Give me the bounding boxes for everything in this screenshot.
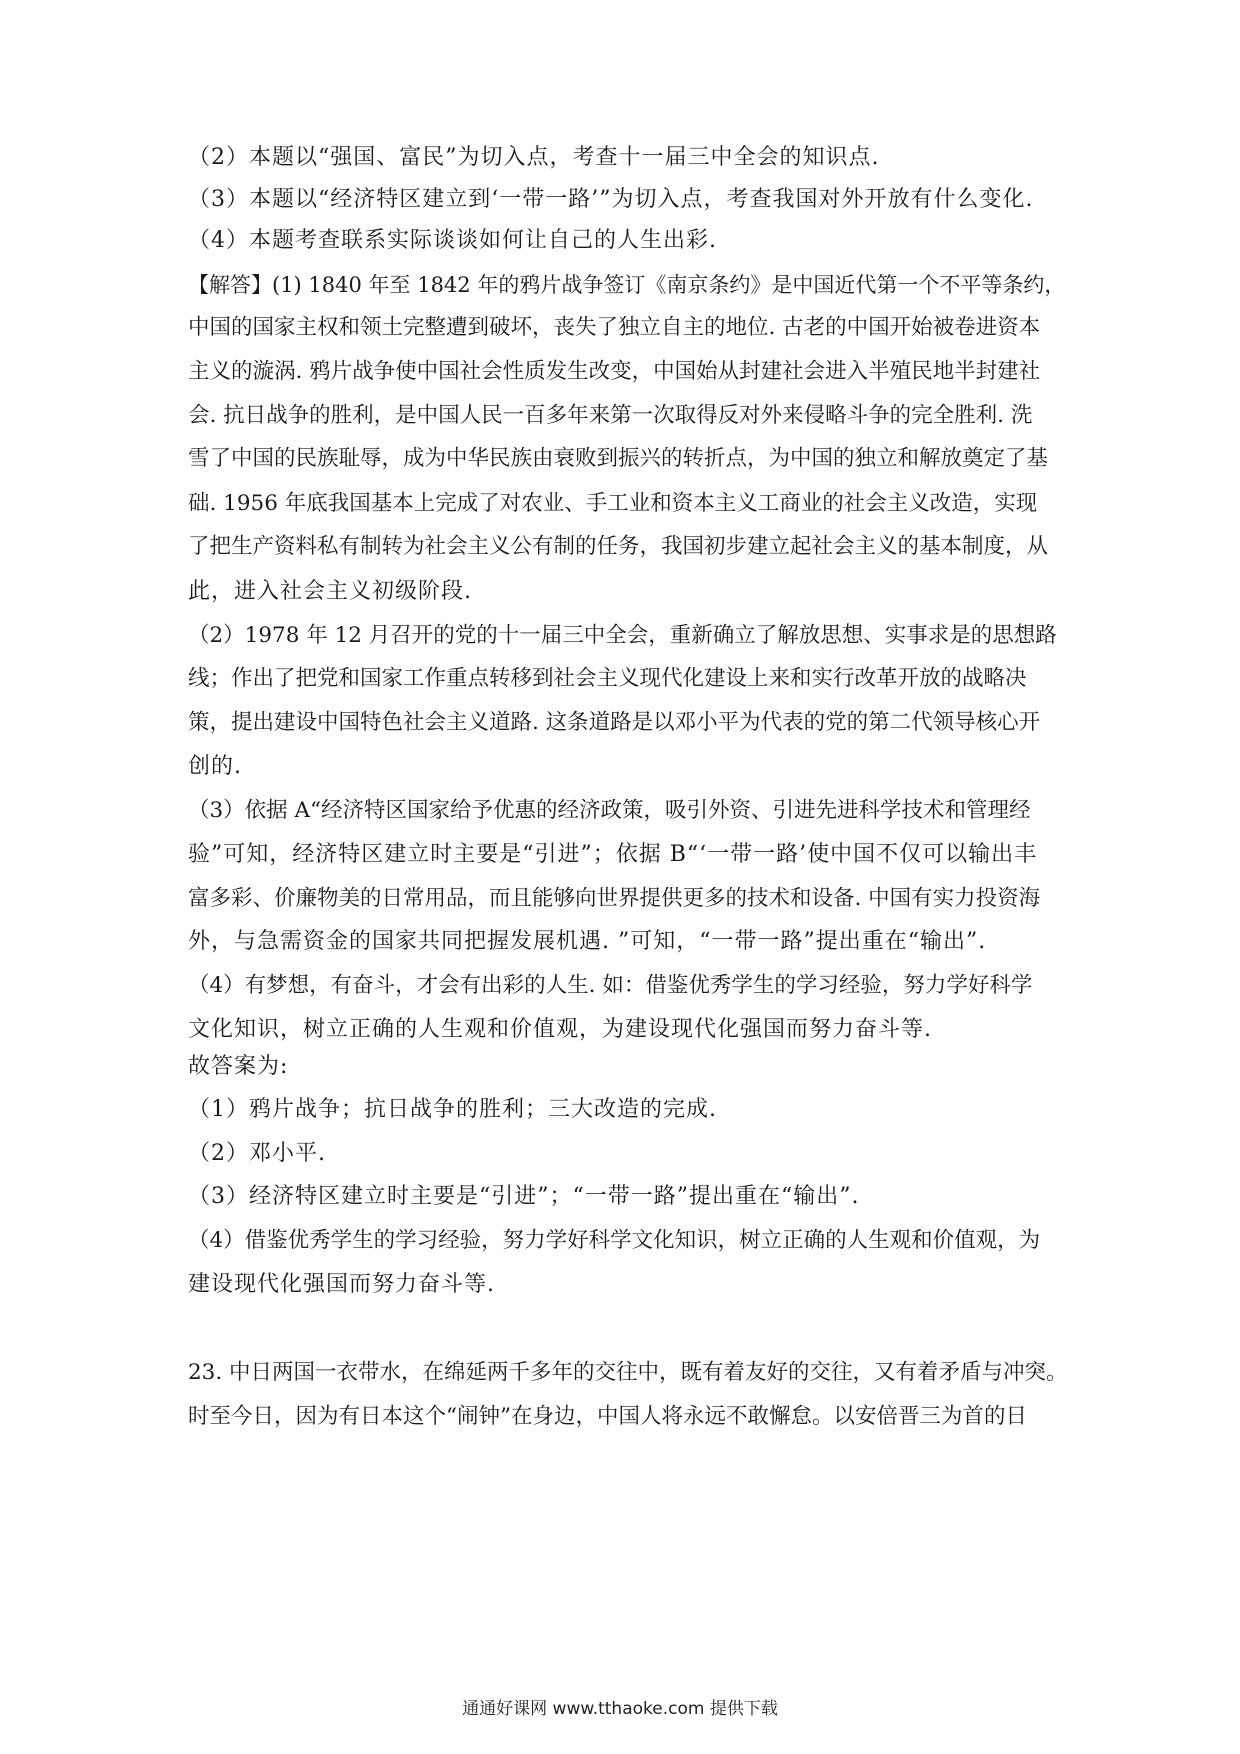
analysis-line-3: （3）本题以“经济特区建立到‘一带一路’”为切入点，考查我国对外开放有什么变化. [188,187,1034,212]
answer-line: 础. 1956 年底我国基本上完成了对农业、手工业和资本主义工商业的社会主义改造，实现 [188,491,1038,516]
answer-line: 【解答】(1) 1840 年至 1842 年的鸦片战争签订《南京条约》是中国近代第一个不平等条约， [188,273,1066,297]
answer-line: 富多彩、价廉物美的日常用品，而且能够向世界提供更多的技术和设备. 中国有实力投资海 [188,886,1041,911]
answer-line: 文化知识，树立正确的人生观和价值观，为建设现代化强国而努力奋斗等. [188,1017,932,1042]
answer-line: 了把生产资料私有制转为社会主义公有制的任务，我国初步建立起社会主义的基本制度，从 [188,534,1049,559]
page-footer: 通通好课网 www.tthaoke.com 提供下载 [462,1699,778,1719]
answer-line: 中国的国家主权和领土完整遭到破坏，丧失了独立自主的地位. 古老的中国开始被卷进资本 [188,315,1041,340]
answer-line: 线；作出了把党和国家工作重点转移到社会主义现代化建设上来和实行改革开放的战略决 [188,666,1027,691]
analysis-line-4: （4）本题考查联系实际谈谈如何让自己的人生出彩. [188,228,717,253]
answer-line: 此，进入社会主义初级阶段. [188,579,472,604]
final-answer-line: （2）邓小平. [188,1141,326,1166]
answer-line: （2）1978 年 12 月召开的党的十一届三中全会，重新确立了解放思想、实事求是的思想路 [188,623,1057,648]
answer-line: 会. 抗日战争的胜利，是中国人民一百多年来第一次取得反对外来侵略斗争的完全胜利. 洗 [188,403,1033,428]
answer-line: （4）有梦想，有奋斗，才会有出彩的人生. 如：借鉴优秀学生的学习经验，努力学好科学 [188,973,1033,998]
final-answer-line: 建设现代化强国而努力奋斗等. [188,1272,495,1297]
answer-line: 主义的漩涡. 鸦片战争使中国社会性质发生改变，中国始从封建社会进入半殖民地半封建社 [188,359,1041,384]
answer-line: （3）依据 A“经济特区国家给予优惠的经济政策，吸引外资、引进先进科学技术和管理经 [188,798,1031,823]
answer-line: 创的. [188,754,242,779]
analysis-line-2: （2）本题以“强国、富民”为切入点，考查十一届三中全会的知识点. [188,145,880,170]
final-answer-heading: 故答案为: [188,1054,289,1079]
final-answer-line: （4）借鉴优秀学生的学习经验，努力学好科学文化知识，树立正确的人生观和价值观，为 [188,1228,1041,1253]
answer-line: 外，与急需资金的国家共同把握发展机遇. ”可知，“一带一路”提出重在“输出”. [188,929,987,954]
final-answer-line: （3）经济特区建立时主要是“引进”；“一带一路”提出重在“输出”. [188,1184,860,1209]
final-answer-line: （1）鸦片战争；抗日战争的胜利；三大改造的完成. [188,1097,717,1122]
question-23-line: 时至今日，因为有日本这个“闹钟”在身边，中国人将永远不敢懈怠。以安倍晋三为首的日 [188,1404,1027,1429]
answer-line: 雪了中国的民族耻辱，成为中华民族由衰败到振兴的转折点，为中国的独立和解放奠定了基 [188,446,1049,471]
answer-line: 验”可知，经济特区建立时主要是“引进”；依据 B“‘一带一路’使中国不仅可以输出丰 [188,842,1038,867]
question-23-line: 23. 中日两国一衣带水，在绵延两千多年的交往中，既有着友好的交往，又有着矛盾与冲突。 [188,1360,1068,1385]
answer-line: 策，提出建设中国特色社会主义道路. 这条道路是以邓小平为代表的党的第二代领导核心开 [188,710,1041,735]
